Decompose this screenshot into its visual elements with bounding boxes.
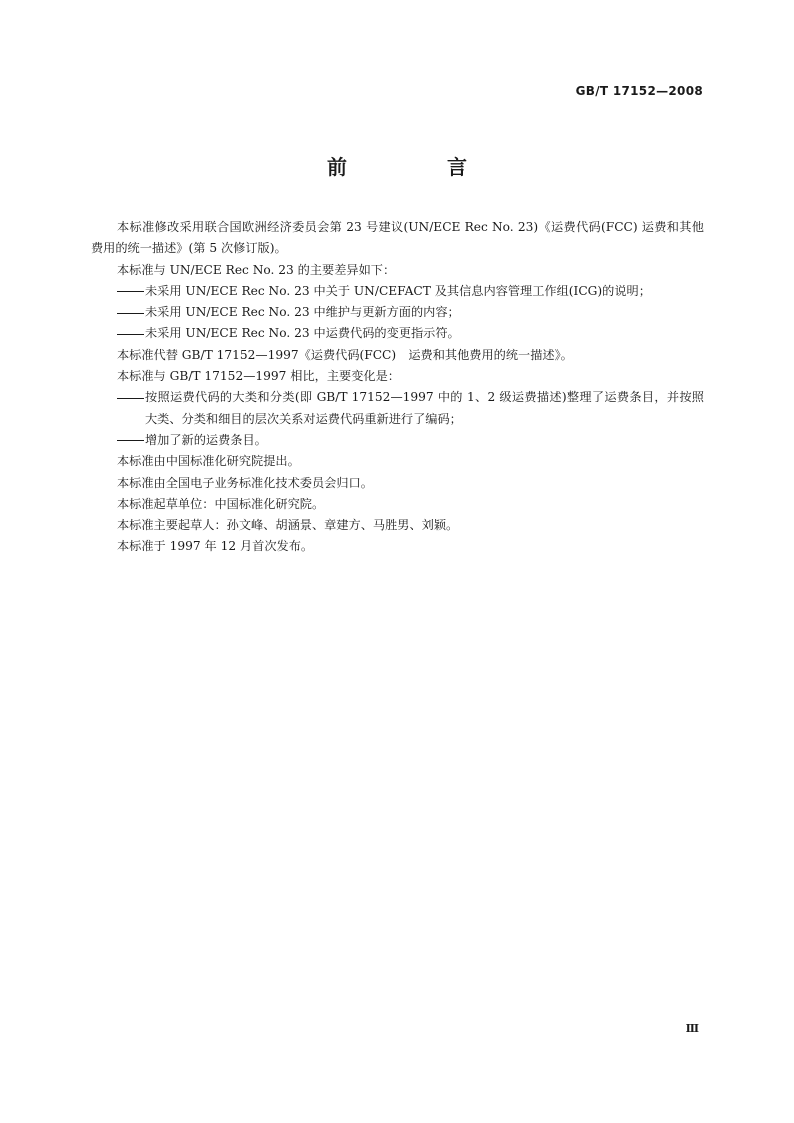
dash-marker xyxy=(117,398,144,399)
document-body xyxy=(91,217,704,558)
dash-marker xyxy=(117,440,144,441)
paragraph: 本标准代替 GB/T 17152—1997《运费代码(FCC) 运费和其他费用的统一描述》。 xyxy=(117,347,573,362)
dash-marker xyxy=(117,334,144,335)
page-title: 前 言 xyxy=(327,155,507,179)
paragraph: 本标准由中国标准化研究院提出。 xyxy=(117,454,300,469)
standard-number: GB/T 17152—2008 xyxy=(575,84,703,98)
list-item-text: 未采用 UN/ECE Rec No. 23 中维护与更新方面的内容； xyxy=(145,305,460,320)
paragraph: 本标准与 UN/ECE Rec No. 23 的主要差异如下： xyxy=(117,262,396,277)
list-item xyxy=(91,302,704,323)
paragraph: 本标准于 1997 年 12 月首次发布。 xyxy=(117,539,314,554)
list-item-text: 增加了新的运费条目。 xyxy=(145,432,267,447)
list-item xyxy=(91,387,704,430)
dash-marker xyxy=(117,291,144,292)
dash-marker xyxy=(117,313,144,314)
list-item-text: 按照运费代码的大类和分类(即 GB/T 17152—1997 中的 1、2 级运费描述)整理了运费条目，并按照大类、分类和细目的层次关系对运费代码重新进行了编码； xyxy=(145,390,704,426)
list-item xyxy=(91,323,704,344)
paragraph: 本标准与 GB/T 17152—1997 相比，主要变化是： xyxy=(117,369,400,384)
list-item-text: 未采用 UN/ECE Rec No. 23 中运费代码的变更指示符。 xyxy=(145,326,460,341)
paragraph: 本标准由全国电子业务标准化技术委员会归口。 xyxy=(117,475,373,490)
paragraph: 本标准起草单位：中国标准化研究院。 xyxy=(117,496,325,511)
page-number: Ⅲ xyxy=(685,1022,698,1035)
list-item-text: 未采用 UN/ECE Rec No. 23 中关于 UN/CEFACT 及其信息内容管理工作组(ICG)的说明； xyxy=(145,283,651,298)
paragraph: 本标准主要起草人：孙文峰、胡涵景、章建方、马胜男、刘颖。 xyxy=(117,518,459,533)
list-item xyxy=(91,430,704,451)
paragraph: 本标准修改采用联合国欧洲经济委员会第 23 号建议(UN/ECE Rec No. 23)《运费代码(FCC) 运费和其他费用的统一描述》(第 5 次修订版)。 xyxy=(91,220,704,256)
list-item xyxy=(91,281,704,302)
